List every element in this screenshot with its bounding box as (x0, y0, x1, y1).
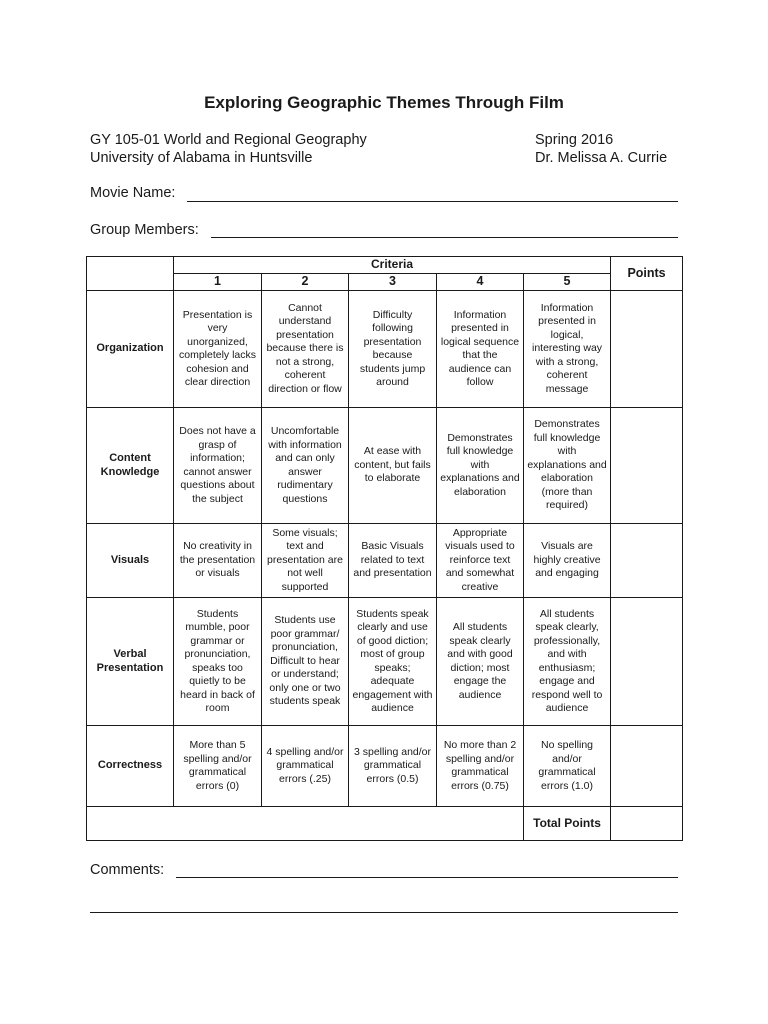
comments-line-2[interactable] (90, 912, 678, 913)
criterion-cell: Appropriate visuals used to reinforce text and somewhat creative (437, 524, 524, 598)
criterion-cell: 4 spelling and/or grammatical errors (.25) (262, 726, 349, 807)
row-label-verbal-presentation: Verbal Presentation (87, 598, 174, 726)
course-name: GY 105-01 World and Regional Geography (90, 132, 367, 148)
points-cell-correctness[interactable] (611, 726, 683, 807)
criterion-cell: Does not have a grasp of information; cannot answer questions about the subject (174, 408, 262, 524)
criterion-cell: All students speak clearly and with good diction; most engage the audience (437, 598, 524, 726)
criterion-cell: No spelling and/or grammatical errors (1.0) (524, 726, 611, 807)
university-name: University of Alabama in Huntsville (90, 150, 313, 166)
criterion-cell: Students speak clearly and use of good diction; most of group speaks; adequate engagement with audience (349, 598, 437, 726)
term: Spring 2016 (535, 132, 614, 148)
rubric-row-verbal-presentation (87, 598, 683, 726)
total-blank-cell (87, 807, 524, 841)
criterion-cell: Cannot understand presentation because there is not a strong, coherent direction or flow (262, 291, 349, 408)
rubric-total-row (87, 807, 683, 841)
criterion-cell: More than 5 spelling and/or grammatical errors (0) (174, 726, 262, 807)
score-header-4: 4 (437, 274, 524, 291)
rubric-corner-cell (87, 257, 174, 291)
row-label-visuals: Visuals (87, 524, 174, 598)
total-points-cell[interactable] (611, 807, 683, 841)
score-header-3: 3 (349, 274, 437, 291)
points-cell-visuals[interactable] (611, 524, 683, 598)
criterion-cell: 3 spelling and/or grammatical errors (0.5) (349, 726, 437, 807)
criterion-cell: Visuals are highly creative and engaging (524, 524, 611, 598)
criteria-header: Criteria (174, 257, 611, 274)
score-header-5: 5 (524, 274, 611, 291)
criterion-cell: Information presented in logical, interesting way with a strong, coherent message (524, 291, 611, 408)
comments-line-1[interactable] (176, 877, 678, 878)
rubric-row-correctness (87, 726, 683, 807)
row-label-content-knowledge: Content Knowledge (87, 408, 174, 524)
total-points-label: Total Points (524, 807, 611, 841)
row-label-correctness: Correctness (87, 726, 174, 807)
document-title: Exploring Geographic Themes Through Film (204, 93, 564, 112)
criterion-cell: No more than 2 spelling and/or grammatical errors (0.75) (437, 726, 524, 807)
movie-name-label: Movie Name: (90, 185, 176, 201)
row-label-organization: Organization (87, 291, 174, 408)
criterion-cell: No creativity in the presentation or visuals (174, 524, 262, 598)
criterion-cell: Basic Visuals related to text and presentation (349, 524, 437, 598)
rubric-row-visuals (87, 524, 683, 598)
movie-name-line[interactable] (187, 201, 678, 202)
criterion-cell: Uncomfortable with information and can only answer rudimentary questions (262, 408, 349, 524)
criterion-cell: Presentation is very unorganized, completely lacks cohesion and clear direction (174, 291, 262, 408)
score-header-1: 1 (174, 274, 262, 291)
instructor-name: Dr. Melissa A. Currie (535, 150, 668, 166)
comments-label: Comments: (90, 862, 165, 878)
criterion-cell: Some visuals; text and presentation are not well supported (262, 524, 349, 598)
group-members-label: Group Members: (90, 222, 199, 238)
rubric-row-organization (87, 291, 683, 408)
criterion-cell: Demonstrates full knowledge with explanations and elaboration (437, 408, 524, 524)
rubric-table (86, 256, 683, 841)
points-header: Points (611, 257, 683, 291)
criterion-cell: Students use poor grammar/ pronunciation, Difficult to hear or understand; only one or two students speak (262, 598, 349, 726)
criterion-cell: Information presented in logical sequence that the audience can follow (437, 291, 524, 408)
points-cell-content-knowledge[interactable] (611, 408, 683, 524)
points-cell-verbal-presentation[interactable] (611, 598, 683, 726)
group-members-line[interactable] (211, 237, 678, 238)
criterion-cell: Difficulty following presentation because students jump around (349, 291, 437, 408)
rubric-row-content-knowledge (87, 408, 683, 524)
criterion-cell: Students mumble, poor grammar or pronunciation, speaks too quietly to be heard in back of room (174, 598, 262, 726)
criterion-cell: All students speak clearly, professionally, and with enthusiasm; engage and respond well to audience (524, 598, 611, 726)
score-header-2: 2 (262, 274, 349, 291)
criterion-cell: Demonstrates full knowledge with explanations and elaboration (more than required) (524, 408, 611, 524)
points-cell-organization[interactable] (611, 291, 683, 408)
criterion-cell: At ease with content, but fails to elaborate (349, 408, 437, 524)
